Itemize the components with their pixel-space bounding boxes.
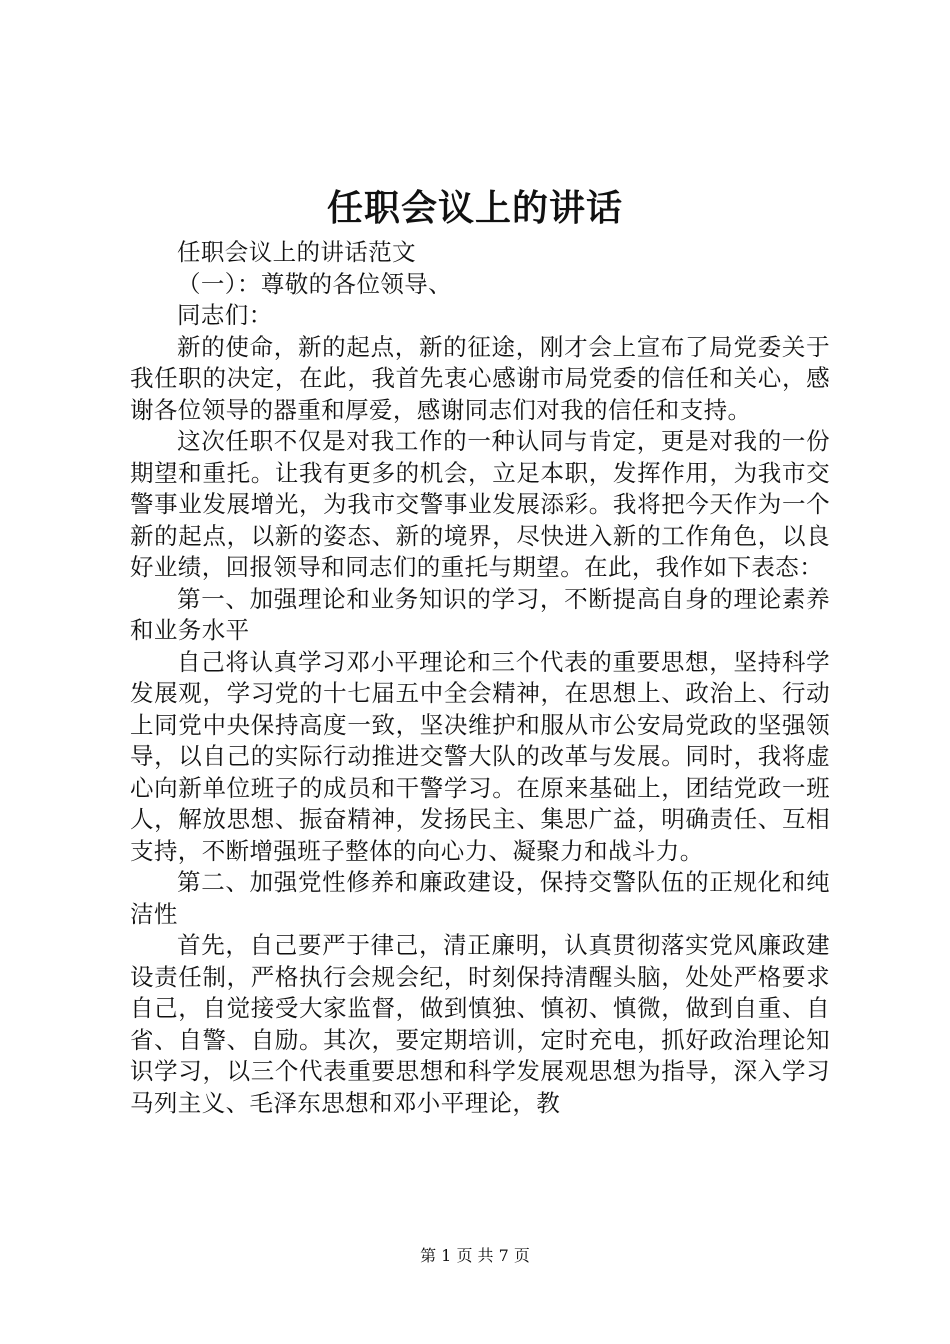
paragraph-heading-second: 第二、加强党性修养和廉政建设，保持交警队伍的正规化和纯洁性 [130,868,830,928]
paragraph-opening: 新的使命，新的起点，新的征途，刚才会上宣布了局党委关于我任职的决定，在此，我首先衷心感谢市局党委的信任和关心，感谢各位领导的器重和厚爱，感谢同志们对我的信任和支持。 [130,332,830,424]
paragraph-study: 自己将认真学习邓小平理论和三个代表的重要思想，坚持科学发展观，学习党的十七届五中全会精神，在思想上、政治上、行动上同党中央保持高度一致，坚决维护和服从市公安局党政的坚强领导，以自己的实际行动推进交警大队的改革与发展。同时，我将虚心向新单位班子的成员和干警学习。在原来基础上，团结党政一班人，解放思想、振奋精神，发扬民主、集思广益，明确责任、互相支持，不断增强班子整体的向心力、凝聚力和战斗力。 [130,647,830,865]
document-body [130,237,830,1119]
paragraph-salutation-2: 同志们： [177,301,273,329]
paragraph-salutation-1: （一）：尊敬的各位领导、 [177,269,453,298]
document-title: 任职会议上的讲话 [326,187,623,229]
paragraph-subtitle: 任职会议上的讲话范文 [177,238,416,266]
paragraph-discipline: 首先，自己要严于律己，清正廉明，认真贯彻落实党风廉政建设责任制，严格执行会规会纪，时刻保持清醒头脑，处处严格要求自己，自觉接受大家监督，做到慎独、慎初、慎微，做到自重、自省、自警、自励。其次，要定期培训，定时充电，抓好政治理论知识学习，以三个代表重要思想和科学发展观思想为指导，深入学习马列主义、毛泽东思想和邓小平理论，教 [130,931,830,1117]
page-number: 第 1 页 共 7 页 [420,1246,530,1265]
paragraph-heading-first: 第一、加强理论和业务知识的学习，不断提高自身的理论素养和业务水平 [130,584,830,644]
paragraph-appointment: 这次任职不仅是对我工作的一种认同与肯定，更是对我的一份期望和重托。让我有更多的机会，立足本职，发挥作用，为我市交警事业发展增光，为我市交警事业发展添彩。我将把今天作为一个新的起点，以新的姿态、新的境界，尽快进入新的工作角色，以良好业绩，回报领导和同志们的重托与期望。在此，我作如下表态： [130,427,830,581]
